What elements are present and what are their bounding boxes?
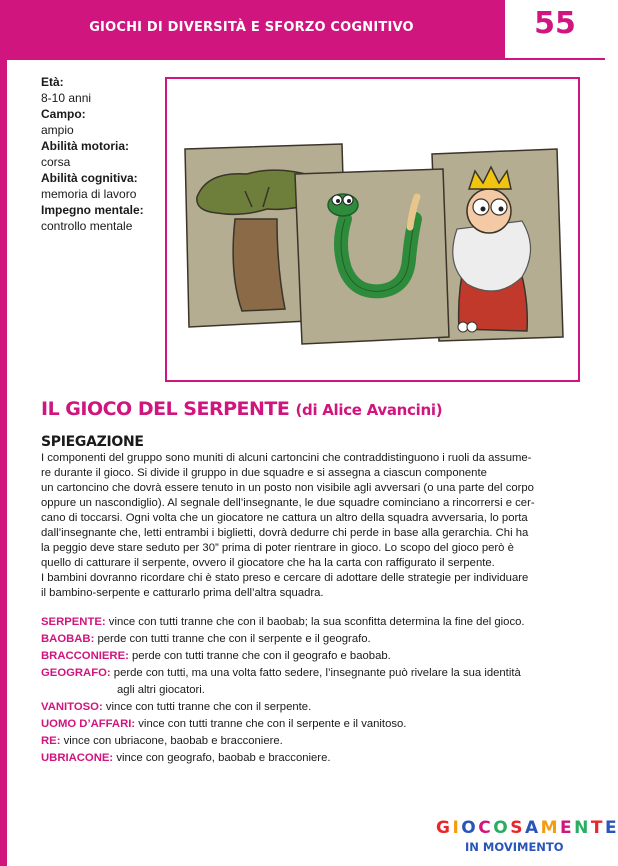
role-text: agli altri giocatori. bbox=[117, 684, 205, 696]
logo-wordmark bbox=[435, 818, 618, 838]
role-text: perde con tutti tranne che con il geografo e baobab. bbox=[128, 650, 391, 662]
logo-letter: E bbox=[560, 818, 573, 838]
illustration-frame bbox=[165, 77, 580, 382]
logo-letter: M bbox=[540, 818, 559, 838]
explanation-line: la peggio deve stare seduto per 30” prima di poter rientrare in gioco. Lo scopo del gioco però è bbox=[41, 542, 514, 554]
explanation-line: cano di toccarsi. Ogni volta che un giocatore ne cattura un altro della squadra avversaria, lo porta bbox=[41, 512, 528, 524]
role-text: vince con geografo, baobab e bracconiere. bbox=[113, 752, 331, 764]
role-name: GEOGRAFO: bbox=[41, 667, 111, 679]
role-text: vince con tutti tranne che con il serpente. bbox=[102, 701, 312, 713]
explanation-line: quello di catturare il serpente, ovvero il giocatore che ha la carta con raffigurato il serpente. bbox=[41, 557, 495, 569]
page-number: 55 bbox=[534, 6, 576, 41]
spec-label: Abilità cognitiva: bbox=[41, 171, 138, 185]
spec-label: Abilità motoria: bbox=[41, 139, 130, 153]
game-title-text: IL GIOCO DEL SERPENTE bbox=[41, 398, 290, 420]
spec-value: memoria di lavoro bbox=[41, 187, 137, 201]
role-text: vince con ubriacone, baobab e bracconiere. bbox=[60, 735, 283, 747]
explanation-text bbox=[41, 451, 571, 601]
role-item bbox=[41, 750, 571, 767]
explanation-line: oppure un nascondiglio). Al segnale dell’insegnante, le due squadre cominciano a rincorrersi e cer- bbox=[41, 497, 535, 509]
role-item bbox=[41, 699, 571, 716]
logo-letter: O bbox=[493, 818, 509, 838]
role-item bbox=[41, 716, 571, 733]
logo-letter: O bbox=[461, 818, 477, 838]
role-text: perde con tutti tranne che con il serpente e il geografo. bbox=[94, 633, 371, 645]
logo-letter: S bbox=[510, 818, 523, 838]
explanation-heading: SPIEGAZIONE bbox=[41, 434, 144, 450]
spec-label: Età: bbox=[41, 75, 64, 89]
spec-value: 8-10 anni bbox=[41, 91, 92, 105]
logo-letter: G bbox=[436, 818, 451, 838]
explanation-line: I bambini dovranno ricordare chi è stato preso e cercare di adottare delle strategie per individuare bbox=[41, 572, 529, 584]
roles-list bbox=[41, 614, 571, 767]
role-name: BRACCONIERE: bbox=[41, 650, 129, 662]
role-item bbox=[41, 648, 571, 665]
king-card-icon bbox=[432, 149, 563, 341]
role-name: UOMO D’AFFARI: bbox=[41, 718, 136, 730]
role-name: RE: bbox=[41, 735, 61, 747]
role-item bbox=[41, 631, 571, 648]
logo-letter: E bbox=[605, 818, 618, 838]
logo-subtitle: IN MOVIMENTO bbox=[465, 840, 564, 854]
page-number-box bbox=[503, 0, 605, 60]
cards-illustration bbox=[167, 79, 582, 384]
role-item bbox=[41, 614, 571, 631]
role-text: perde con tutti, ma una volta fatto sedere, l’insegnante può rivelare la sua identità bbox=[110, 667, 521, 679]
role-name: UBRIACONE: bbox=[41, 752, 114, 764]
role-item-continuation bbox=[41, 682, 571, 699]
logo-letter: I bbox=[452, 818, 460, 838]
game-author: (di Alice Avancini) bbox=[295, 401, 443, 419]
explanation-line: un cartoncino che dovrà essere tenuto in un posto non visibile agli avversari (o una parte del corpo bbox=[41, 482, 534, 494]
game-title bbox=[41, 398, 442, 420]
role-text: vince con tutti tranne che con il serpente e il vanitoso. bbox=[135, 718, 407, 730]
header-title: GIOCHI DI DIVERSITÀ E SFORZO COGNITIVO bbox=[89, 20, 414, 35]
logo-letter: N bbox=[574, 818, 589, 838]
role-name: SERPENTE: bbox=[41, 616, 106, 628]
spec-value: controllo mentale bbox=[41, 219, 133, 233]
giocosamente-logo bbox=[435, 818, 618, 858]
spec-value: ampio bbox=[41, 123, 74, 137]
logo-letter: T bbox=[590, 818, 603, 838]
explanation-line: re durante il gioco. Si divide il gruppo in due squadre e si assegna a ciascun componente bbox=[41, 467, 487, 479]
spec-label: Campo: bbox=[41, 107, 86, 121]
explanation-line: dall’insegnante che, letti entrambi i biglietti, dovrà dedurre chi perde in base alla gerarchia. Chi ha bbox=[41, 527, 529, 539]
role-text: vince con tutti tranne che con il baobab; la sua sconfitta determina la fine del gioco. bbox=[105, 616, 525, 628]
spec-value: corsa bbox=[41, 155, 71, 169]
logo-letter: A bbox=[524, 818, 539, 838]
explanation-line: il bambino-serpente e catturarlo prima dell’altra squadra. bbox=[41, 587, 324, 599]
logo-letter: C bbox=[478, 818, 492, 838]
spec-label: Impegno mentale: bbox=[41, 203, 144, 217]
role-name: VANITOSO: bbox=[41, 701, 103, 713]
role-item bbox=[41, 733, 571, 750]
left-edge-bar bbox=[0, 60, 7, 866]
role-name: BAOBAB: bbox=[41, 633, 95, 645]
game-specs bbox=[41, 74, 161, 234]
snake-card-icon bbox=[295, 169, 449, 344]
role-item bbox=[41, 665, 571, 682]
explanation-line: I componenti del gruppo sono muniti di alcuni cartoncini che contraddistinguono i ruoli da assume- bbox=[41, 452, 532, 464]
